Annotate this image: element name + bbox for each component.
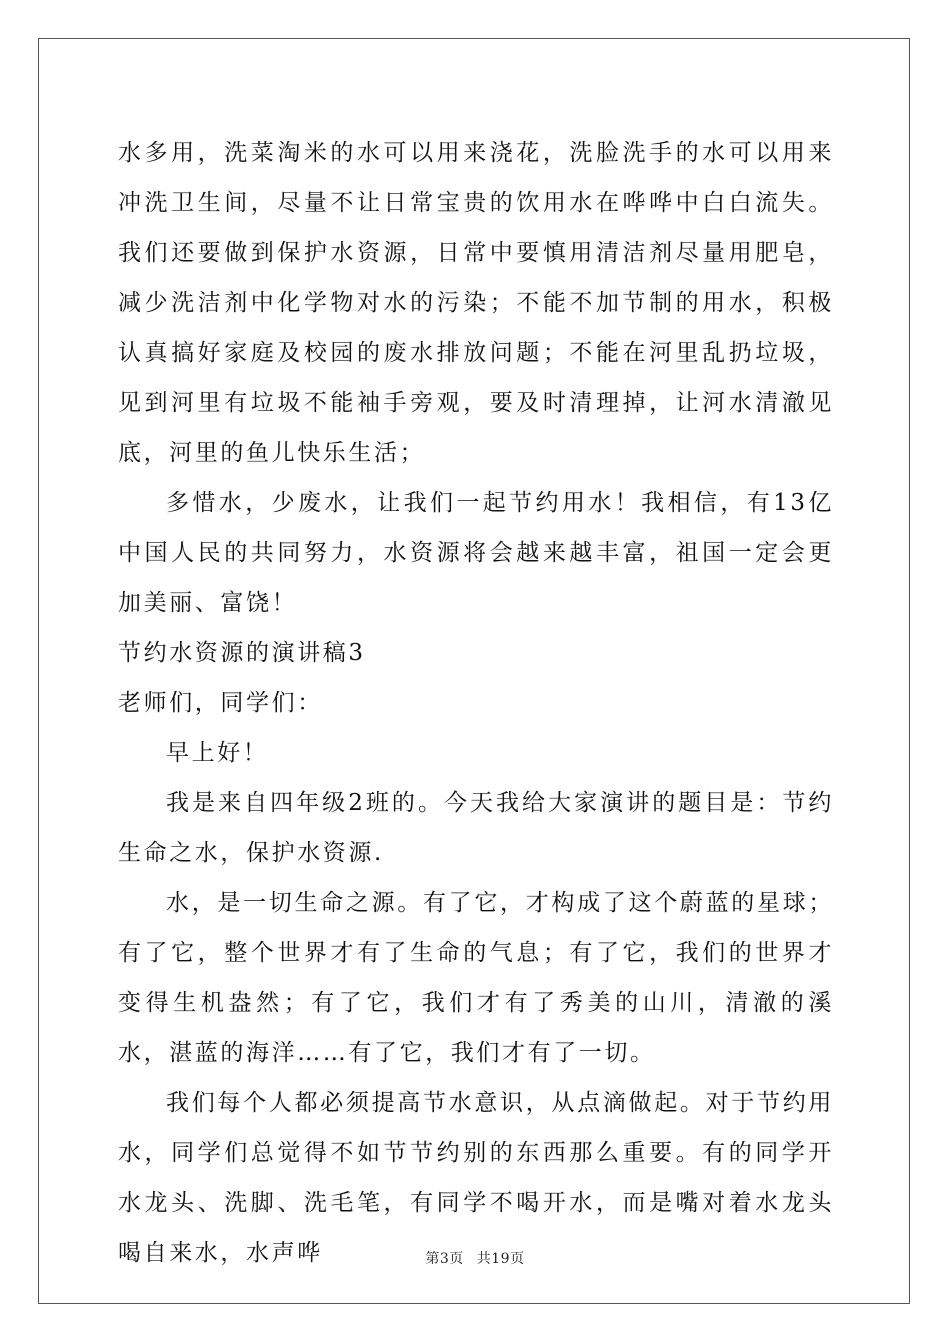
page-total: 共19页	[476, 1251, 525, 1267]
section-heading: 节约水资源的演讲稿3	[118, 640, 366, 666]
paragraph-2: 多惜水，少废水，让我们一起节约用水！我相信，有13亿中国人民的共同努力，水资源将会越来越丰富，祖国一定会更加美丽、富饶！	[118, 490, 834, 616]
page-number: 第3页	[425, 1251, 464, 1267]
document-body	[118, 128, 834, 1278]
paragraph-intro: 我是来自四年级2班的。今天我给大家演讲的题目是：节约生命之水，保护水资源.	[118, 790, 834, 866]
paragraph-water-source: 水，是一切生命之源。有了它，才构成了这个蔚蓝的星球；有了它，整个世界才有了生命的气息；有了它，我们的世界才变得生机盎然；有了它，我们才有了秀美的山川，清澈的溪水，湛蓝的海洋……有了它，我们才有了一切。	[118, 890, 834, 1066]
page-footer	[0, 1248, 950, 1268]
paragraph-1: 水多用，洗菜淘米的水可以用来浇花，洗脸洗手的水可以用来冲洗卫生间，尽量不让日常宝贵的饮用水在哗哗中白白流失。我们还要做到保护水资源，日常中要慎用清洁剂尽量用肥皂，减少洗洁剂中化学物对水的污染；不能不加节制的用水，积极认真搞好家庭及校园的废水排放问题；不能在河里乱扔垃圾，见到河里有垃圾不能袖手旁观，要及时清理掉，让河水清澈见底，河里的鱼儿快乐生活；	[118, 140, 834, 466]
paragraph-awareness: 我们每个人都必须提高节水意识，从点滴做起。对于节约用水，同学们总觉得不如节节约别的东西那么重要。有的同学开水龙头、洗脚、洗毛笔，有同学不喝开水，而是嘴对着水龙头喝自来水，水声哗	[118, 1090, 834, 1266]
salutation: 老师们，同学们：	[118, 690, 323, 716]
greeting: 早上好！	[166, 740, 269, 766]
